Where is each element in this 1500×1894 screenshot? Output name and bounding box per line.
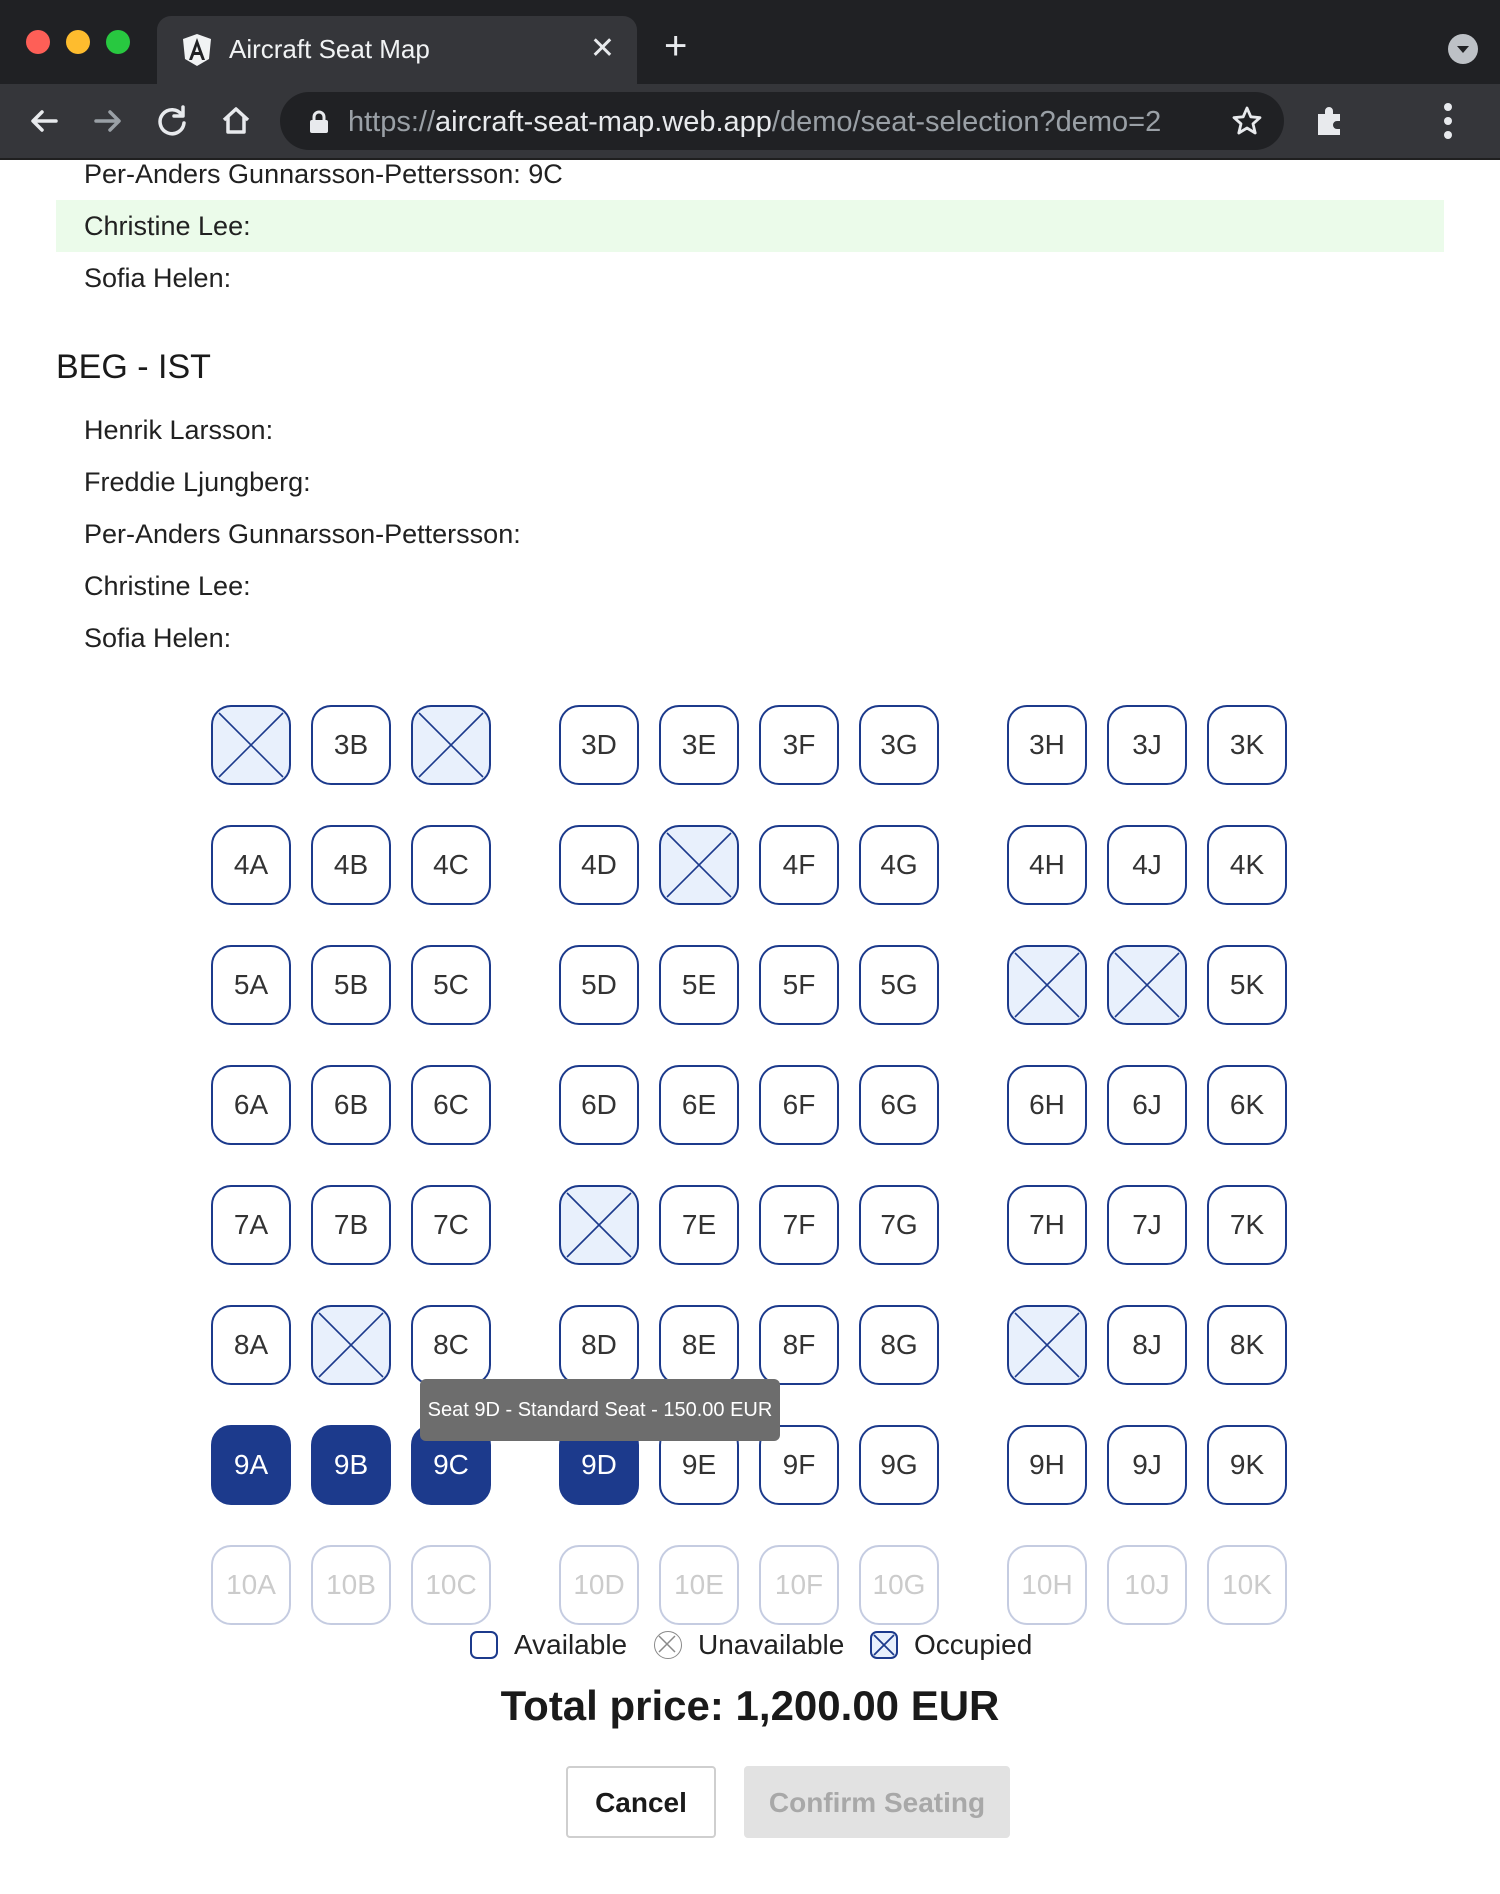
flight-title: BEG - IST: [56, 348, 211, 386]
seat-9h[interactable]: 9H: [1007, 1425, 1087, 1505]
maximize-window-button[interactable]: [106, 30, 130, 54]
seat-5h: [1007, 945, 1087, 1025]
close-window-button[interactable]: [26, 30, 50, 54]
seat-8h: [1007, 1305, 1087, 1385]
seat-7a[interactable]: 7A: [211, 1185, 291, 1265]
minimize-window-button[interactable]: [66, 30, 90, 54]
seat-4k[interactable]: 4K: [1207, 825, 1287, 905]
seat-5g[interactable]: 5G: [859, 945, 939, 1025]
seat-6e[interactable]: 6E: [659, 1065, 739, 1145]
occupied-seat-cross-icon: [561, 1187, 637, 1263]
occupied-seat-cross-icon: [1109, 947, 1185, 1023]
seat-3e[interactable]: 3E: [659, 705, 739, 785]
occupied-seat-cross-icon: [413, 707, 489, 783]
seat-3b[interactable]: 3B: [311, 705, 391, 785]
seat-6c[interactable]: 6C: [411, 1065, 491, 1145]
back-icon[interactable]: [22, 99, 66, 143]
seat-6d[interactable]: 6D: [559, 1065, 639, 1145]
unavailable-seat-icon: [654, 1631, 682, 1659]
seat-8d[interactable]: 8D: [559, 1305, 639, 1385]
seat-7b[interactable]: 7B: [311, 1185, 391, 1265]
seat-5d[interactable]: 5D: [559, 945, 639, 1025]
legend-available-label: Available: [514, 1629, 628, 1660]
seat-6f[interactable]: 6F: [759, 1065, 839, 1145]
seat-3d[interactable]: 3D: [559, 705, 639, 785]
url-text: [348, 106, 1161, 139]
url-host: aircraft-seat-map.web.app: [435, 106, 772, 138]
seat-8e[interactable]: 8E: [659, 1305, 739, 1385]
seat-10h[interactable]: 10H: [1007, 1545, 1087, 1625]
seat-4h[interactable]: 4H: [1007, 825, 1087, 905]
seat-8k[interactable]: 8K: [1207, 1305, 1287, 1385]
seat-5e[interactable]: 5E: [659, 945, 739, 1025]
angular-logo-icon: [181, 33, 213, 67]
seat-6a[interactable]: 6A: [211, 1065, 291, 1145]
seat-5j: [1107, 945, 1187, 1025]
seat-3f[interactable]: 3F: [759, 705, 839, 785]
seat-8j[interactable]: 8J: [1107, 1305, 1187, 1385]
seat-7e[interactable]: 7E: [659, 1185, 739, 1265]
seat-6h[interactable]: 6H: [1007, 1065, 1087, 1145]
seat-8g[interactable]: 8G: [859, 1305, 939, 1385]
passenger-row[interactable]: Per-Anders Gunnarsson-Pettersson:: [84, 519, 521, 549]
seat-7g[interactable]: 7G: [859, 1185, 939, 1265]
seat-9b[interactable]: 9B: [311, 1425, 391, 1505]
seat-6b[interactable]: 6B: [311, 1065, 391, 1145]
seat-3g[interactable]: 3G: [859, 705, 939, 785]
occupied-seat-cross-icon: [313, 1307, 389, 1383]
occupied-seat-cross-icon: [661, 827, 737, 903]
forward-icon[interactable]: [86, 99, 130, 143]
extensions-puzzle-icon[interactable]: [1312, 102, 1348, 138]
seat-10k[interactable]: 10K: [1207, 1545, 1287, 1625]
legend-occupied-label: Occupied: [914, 1629, 1033, 1660]
seat-5k[interactable]: 5K: [1207, 945, 1287, 1025]
seat-10e[interactable]: 10E: [659, 1545, 739, 1625]
available-seat-icon: [470, 1631, 498, 1659]
occupied-seat-cross-icon: [1009, 1307, 1085, 1383]
seat-3a: [211, 705, 291, 785]
seat-3h[interactable]: 3H: [1007, 705, 1087, 785]
seat-6g[interactable]: 6G: [859, 1065, 939, 1145]
seat-8b: [311, 1305, 391, 1385]
seat-3j[interactable]: 3J: [1107, 705, 1187, 785]
new-tab-icon[interactable]: +: [664, 24, 688, 68]
address-bar[interactable]: [280, 92, 1284, 150]
close-tab-icon[interactable]: ✕: [589, 32, 615, 65]
seat-5c[interactable]: 5C: [411, 945, 491, 1025]
legend-unavailable-label: Unavailable: [698, 1629, 845, 1660]
seat-10a[interactable]: 10A: [211, 1545, 291, 1625]
seat-8c[interactable]: 8C: [411, 1305, 491, 1385]
seat-4j[interactable]: 4J: [1107, 825, 1187, 905]
seat-7f[interactable]: 7F: [759, 1185, 839, 1265]
seat-3k[interactable]: 3K: [1207, 705, 1287, 785]
lock-icon: [308, 110, 330, 134]
seat-9k[interactable]: 9K: [1207, 1425, 1287, 1505]
occupied-seat-cross-icon: [1009, 947, 1085, 1023]
passenger-row[interactable]: Christine Lee:: [84, 571, 251, 601]
confirm-seating-button[interactable]: Confirm Seating: [744, 1766, 1010, 1838]
seat-9j[interactable]: 9J: [1107, 1425, 1187, 1505]
seat-9c[interactable]: 9C: [411, 1425, 491, 1505]
passenger-row[interactable]: Freddie Ljungberg:: [84, 467, 311, 497]
seat-5a[interactable]: 5A: [211, 945, 291, 1025]
tab-title: Aircraft Seat Map: [229, 34, 430, 64]
seat-6j[interactable]: 6J: [1107, 1065, 1187, 1145]
cancel-button[interactable]: Cancel: [566, 1766, 716, 1838]
bookmark-star-icon[interactable]: [1230, 104, 1264, 138]
browser-menu-icon[interactable]: [1442, 102, 1454, 140]
seat-9a[interactable]: 9A: [211, 1425, 291, 1505]
passenger-row[interactable]: Sofia Helen:: [84, 263, 232, 293]
seat-8a[interactable]: 8A: [211, 1305, 291, 1385]
seat-tooltip: Seat 9D - Standard Seat - 150.00 EUR: [420, 1379, 780, 1441]
seat-4a[interactable]: 4A: [211, 825, 291, 905]
seat-10g[interactable]: 10G: [859, 1545, 939, 1625]
seat-7j[interactable]: 7J: [1107, 1185, 1187, 1265]
total-price: Total price: 1,200.00 EUR: [500, 1682, 1000, 1729]
seat-map: [0, 700, 1500, 1759]
seat-4d[interactable]: 4D: [559, 825, 639, 905]
seat-legend: [0, 1625, 1500, 1665]
url-path: /demo/seat-selection?demo=2: [771, 106, 1162, 138]
seat-9d[interactable]: 9D: [559, 1425, 639, 1505]
seat-4f[interactable]: 4F: [759, 825, 839, 905]
seat-4g[interactable]: 4G: [859, 825, 939, 905]
seat-10j[interactable]: 10J: [1107, 1545, 1187, 1625]
seat-7k[interactable]: 7K: [1207, 1185, 1287, 1265]
seat-10d[interactable]: 10D: [559, 1545, 639, 1625]
seat-10f[interactable]: 10F: [759, 1545, 839, 1625]
browser-titlebar: [0, 0, 1500, 84]
seat-7d: [559, 1185, 639, 1265]
browser-tab[interactable]: [157, 16, 637, 84]
passenger-row[interactable]: Christine Lee:: [56, 200, 1444, 252]
seat-5f[interactable]: 5F: [759, 945, 839, 1025]
seat-10c[interactable]: 10C: [411, 1545, 491, 1625]
home-icon[interactable]: [214, 99, 258, 143]
seat-9f[interactable]: 9F: [759, 1425, 839, 1505]
seat-8f[interactable]: 8F: [759, 1305, 839, 1385]
seat-9e[interactable]: 9E: [659, 1425, 739, 1505]
tab-search-icon[interactable]: [1448, 34, 1478, 64]
seat-3c: [411, 705, 491, 785]
occupied-seat-cross-icon: [213, 707, 289, 783]
seat-4b[interactable]: 4B: [311, 825, 391, 905]
seat-10b[interactable]: 10B: [311, 1545, 391, 1625]
passenger-row[interactable]: Per-Anders Gunnarsson-Pettersson: 9C: [84, 160, 563, 189]
occupied-seat-icon: [870, 1631, 898, 1659]
seat-7h[interactable]: 7H: [1007, 1185, 1087, 1265]
browser-toolbar: [0, 84, 1500, 160]
seat-5b[interactable]: 5B: [311, 945, 391, 1025]
seat-6k[interactable]: 6K: [1207, 1065, 1287, 1145]
url-prefix: https://: [348, 106, 436, 138]
reload-icon[interactable]: [150, 99, 194, 143]
seat-7c[interactable]: 7C: [411, 1185, 491, 1265]
seat-4c[interactable]: 4C: [411, 825, 491, 905]
passenger-row[interactable]: Henrik Larsson:: [84, 415, 274, 445]
passenger-row[interactable]: Sofia Helen:: [84, 623, 232, 653]
seat-4e: [659, 825, 739, 905]
seat-9g[interactable]: 9G: [859, 1425, 939, 1505]
